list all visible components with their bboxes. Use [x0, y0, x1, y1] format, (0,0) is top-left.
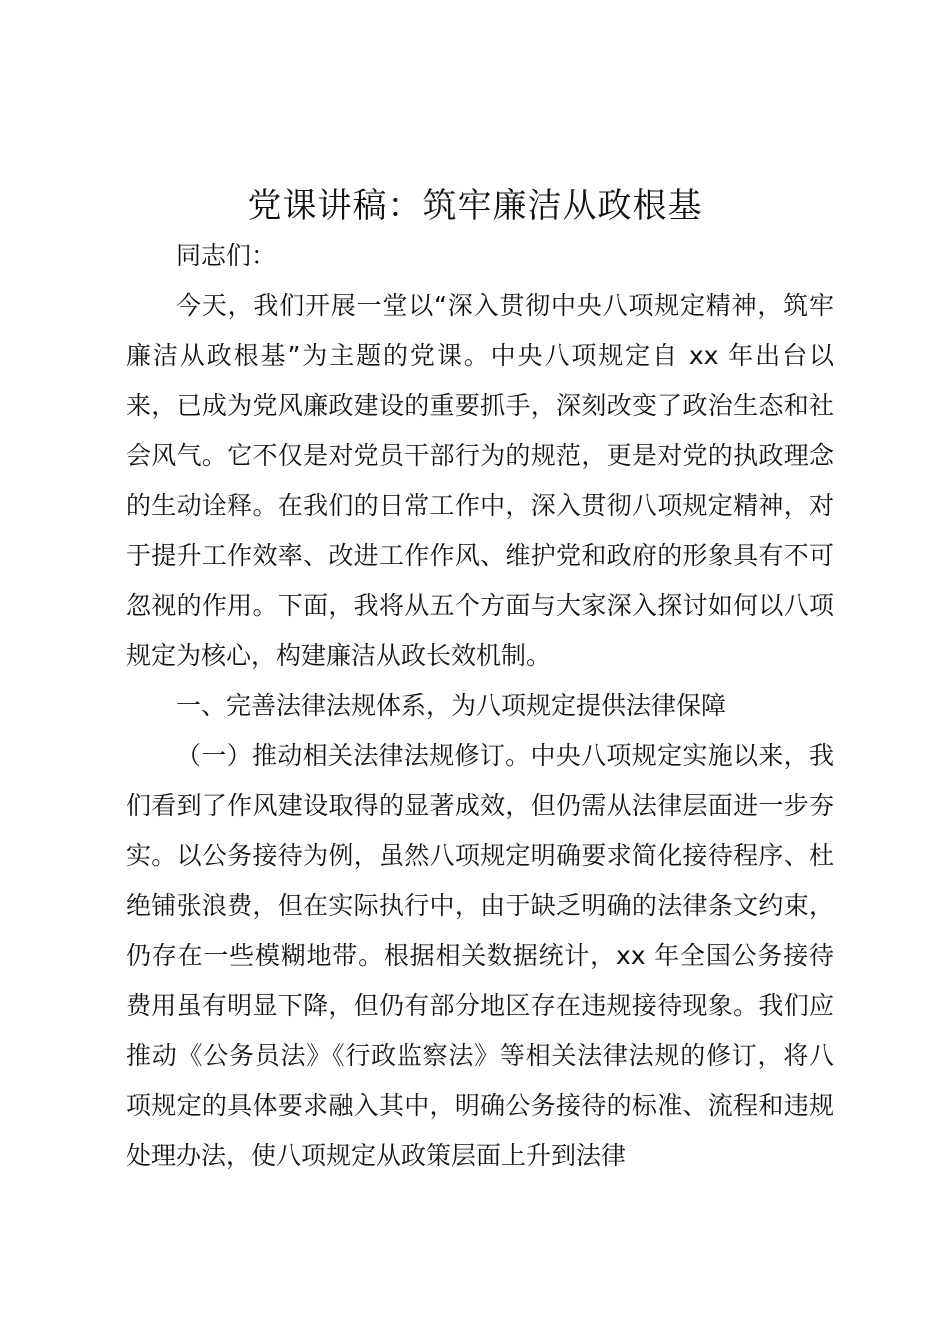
subsection-paragraph: （一）推动相关法律法规修订。中央八项规定实施以来，我们看到了作风建设取得的显著成效，但仍需从法律层面进一步夯实。以公务接待为例，虽然八项规定明确要求简化接待程序、杜绝铺张浪费，但在实际执行中，由于缺乏明确的法律条文约束，仍存在一些模糊地带。根据相关数据统计，xx 年全国公务接待费用虽有明显下降，但仍有部分地区存在违规接待现象。我们应推动《公务员法》《行政监察法》等相关法律法规的修订，将八项规定的具体要求融入其中，明确公务接待的标准、流程和违规处理办法，使八项规定从政策层面上升到法律 [126, 741, 834, 1170]
section-heading: 一、完善法律法规体系，为八项规定提供法律保障 [176, 691, 727, 720]
greeting-paragraph: 同志们： [176, 241, 277, 270]
document-body [126, 231, 834, 1181]
intro-paragraph: 今天，我们开展一堂以“深入贯彻中央八项规定精神，筑牢廉洁从政根基”为主题的党课。中央八项规定自 xx 年出台以来，已成为党风廉政建设的重要抓手，深刻改变了政治生态和社会风气。它不仅是对党员干部行为的规范，更是对党的执政理念的生动诠释。在我们的日常工作中，深入贯彻八项规定精神，对于提升工作效率、改进工作作风、维护党和政府的形象具有不可忽视的作用。下面，我将从五个方面与大家深入探讨如何以八项规定为核心，构建廉洁从政长效机制。 [126, 291, 834, 670]
document-title: 党课讲稿：筑牢廉洁从政根基 [247, 186, 703, 226]
